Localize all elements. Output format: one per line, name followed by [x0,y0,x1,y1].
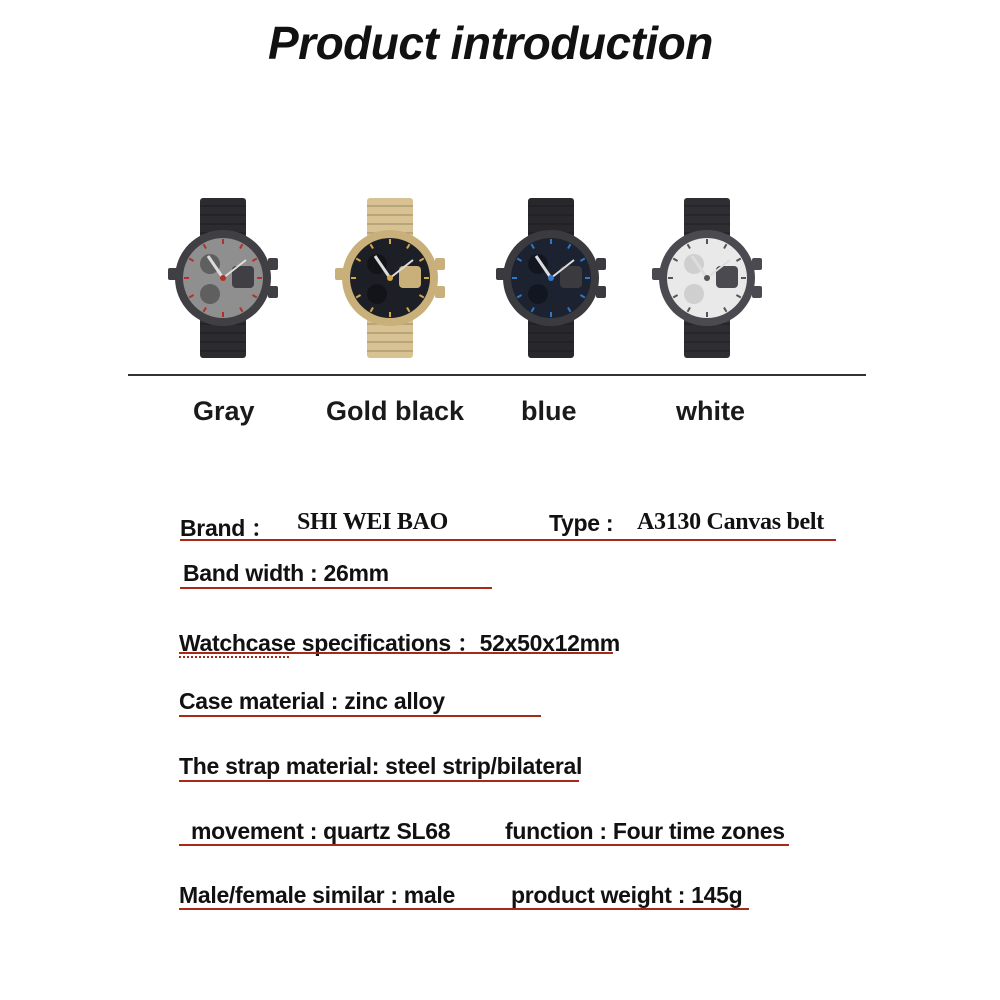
watch-image-white [652,198,762,358]
divider-line [128,374,866,376]
page-title: Product introduction [268,17,713,69]
watchcase-specifications: Watchcase specifications ：52x50x12mm [179,630,620,656]
watch-gold-black-illustration [335,198,445,358]
watch-image-gray [168,198,278,358]
variant-label-blue: blue [521,396,577,426]
movement-underline [179,844,789,846]
hand-pin [387,275,393,281]
watch-gray-illustration [168,198,278,358]
strap-material: The strap material: steel strip/bilateral [179,753,583,779]
watchcase-underline [179,652,613,654]
watch-white-illustration [652,198,762,358]
function: function : Four time zones [505,818,785,844]
type-label: Type : [549,510,614,536]
subdial [367,284,387,304]
subdial [528,284,548,304]
hand-pin [220,275,226,281]
watchcase-dotted-underline [179,656,289,658]
gender: Male/female similar : male [179,882,456,908]
variant-label-white: white [676,396,746,426]
brand-label: Brand ： [180,515,274,541]
gender-weight-underline [179,908,749,910]
hand-pin [704,275,710,281]
band-width-underline [180,587,492,589]
brand-value: SHI WEI BAO [297,509,448,535]
product-weight: product weight : 145g [511,882,743,908]
watch-blue-illustration [496,198,606,358]
movement: movement : quartz SL68 [191,818,451,844]
brand-underline [180,539,836,541]
case-material: Case material : zinc alloy [179,688,445,714]
variant-label-gold-black: Gold black [326,396,465,426]
variant-label-gray: Gray [193,396,255,426]
hand-pin [548,275,554,281]
type-value: A3130 Canvas belt [637,509,824,535]
subdial [684,284,704,304]
strap-material-underline [179,780,579,782]
subdial [200,284,220,304]
band-width: Band width : 26mm [183,560,389,586]
watch-image-blue [496,198,606,358]
watch-image-gold-black [335,198,445,358]
case-material-underline [179,715,541,717]
